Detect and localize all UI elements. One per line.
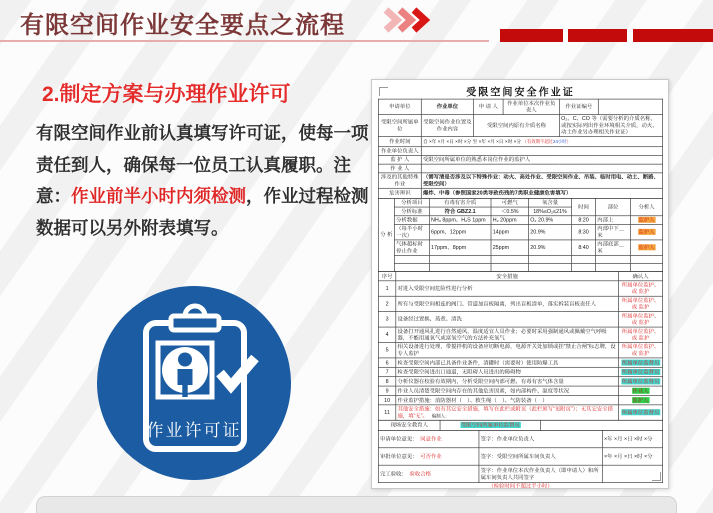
cell-std-label: 分析标准: [394, 207, 429, 216]
permit-form: [372, 80, 669, 490]
opinion-decision: 验收合格: [409, 470, 432, 477]
cell-guardian-value: 受限空间所属单位的熟悉本岗位作业的监护人: [421, 155, 662, 164]
measure-row: [378, 367, 662, 376]
cell-measure-no: 9: [378, 386, 395, 395]
cell-measure-confirm: [618, 312, 662, 327]
measure-row: [378, 386, 662, 395]
confirm-badge: 所属单位监督员: [621, 359, 660, 366]
table-row: [378, 173, 662, 188]
cell-toxic-value: [429, 255, 491, 263]
measure-text: 所有与受限空间相连的阀门、管道加盲板隔离，列出盲板清单，落实拆装盲板责任人: [397, 300, 596, 307]
opinion-label: 完工验收：: [380, 470, 405, 477]
cell-opinion-date: [602, 465, 662, 482]
cell-blank: [598, 99, 662, 114]
analysis-data-row: [378, 224, 662, 239]
application-table: [378, 99, 663, 199]
cell-measure-confirm: [618, 327, 662, 343]
opinion-row: [378, 431, 662, 448]
measure-row: [378, 405, 662, 421]
cell-opinion-sign: 签字：作业单位本次作业负责人（即申请人）和所属车间负责人共同签字: [479, 465, 602, 482]
accent-bar-segment: [568, 29, 627, 42]
cell-measure-text: [396, 377, 619, 386]
opinion-decision: 同意作业: [420, 435, 442, 442]
measure-text: 其他安全措施：如有其它安全措施，填写在此栏或附页（此栏须写“见附页”）；无其它安全措施，填“无”。: [397, 406, 613, 419]
confirm-badge: 所属单位监护、或 监护: [621, 343, 660, 357]
cell-measure-no: 4: [378, 327, 395, 343]
analyst-badge: 监护人: [638, 228, 655, 235]
cell-measure-confirm: [618, 281, 662, 296]
cell-medium-name: 受限空间内原有介质名称: [474, 115, 560, 137]
page-title: 有限空间作业安全要点之流程: [20, 12, 345, 39]
measure-row: [378, 377, 662, 386]
measures-rows: [378, 271, 662, 420]
table-row: [378, 137, 662, 147]
measure-row: [378, 327, 662, 343]
analysis-table: [378, 198, 663, 272]
cell-analyst-value: [630, 216, 662, 225]
cell-analyst-value: [630, 224, 662, 239]
measure-row: [378, 296, 662, 311]
measure-text: 作业人员清楚受限空间内存在的其他危害因素，如内部构件、温度等状况: [397, 387, 570, 394]
measure-row: [378, 358, 662, 367]
cell-measure-no: 2: [378, 296, 395, 311]
body-paragraph: [36, 118, 372, 244]
analysis-data-row: [378, 255, 662, 263]
analysis-data-row: [378, 216, 662, 225]
analyst-badge: 监护人: [638, 216, 655, 223]
cell-oxygen-value: 20.9%: [529, 240, 572, 255]
accent-bar-segment: [500, 29, 563, 42]
cell-measure-text: [396, 343, 619, 359]
col-oxygen: 氧含量: [529, 198, 572, 207]
cell-work-unit: 作业单位: [421, 99, 473, 114]
analysis-data-row: [378, 240, 662, 255]
header-underline: [0, 40, 489, 42]
table-row: [378, 147, 662, 156]
measure-suffix: 编制人：: [431, 414, 450, 419]
cell-std-oxygen: 18%≤O₂≤21%: [529, 207, 572, 216]
cell-analysis-label: [394, 255, 429, 263]
cell-position-value: 内部底部＿米: [596, 240, 631, 255]
cell-measure-text: [396, 281, 619, 296]
measure-text: 分析仪器在校验有效期内，分析受限空间内部可燃、有毒有害气体含量: [397, 378, 564, 385]
person-icon: [178, 353, 192, 367]
cell-analysis-label: （每半小时一次）: [394, 224, 429, 239]
education-badge: 受限空间所属单位监督员: [460, 422, 520, 429]
cell-std-flammable: ＜0.5%: [491, 207, 529, 216]
col-time: 时间: [571, 198, 595, 215]
cell-analysis-label: 气体超标时停止作业: [394, 240, 429, 255]
cell-measure-confirm: [618, 405, 662, 421]
col-toxic: 有毒有害介质: [429, 198, 491, 207]
analysis-rows: [378, 198, 662, 271]
badge-label: 作业许可证: [146, 421, 242, 440]
cell-position-value: 内部中下＿米: [596, 224, 631, 239]
cell-measure-text: [396, 296, 619, 311]
confirm-badge: 所属单位监护、或 监护: [621, 297, 660, 310]
cell-leader-label: 作业单位负责人: [378, 147, 421, 156]
cell-measure-confirm: [618, 343, 662, 359]
measures-header-row: [378, 271, 662, 280]
cell-oxygen-value: O₂ 20.9%: [529, 216, 572, 225]
cell-measure-confirm: [618, 367, 662, 376]
cell-applicant: 申 请 人: [474, 99, 504, 114]
confirm-badge: 监护人: [632, 396, 649, 404]
cell-measure-text: [396, 312, 619, 327]
confirm-badge: 所属单位监督员: [621, 378, 660, 385]
confirm-badge: 所属单位监督员: [621, 409, 660, 416]
measures-table: [378, 271, 663, 421]
time-note: （有效期不超过: [522, 139, 554, 145]
cell-flammable-value: 25ppm: [491, 240, 529, 255]
cell-oxygen-value: [529, 255, 572, 263]
table-row: [378, 115, 662, 137]
time-note-hours: 24小时: [553, 139, 567, 145]
form-title: 受限空间安全作业证: [466, 86, 575, 99]
opinion-label: 申请单位意见：: [380, 435, 415, 442]
measure-text: 相关设备进行处理，带搅拌机的设备应切断电源，电源开关处加锁或挂“禁止合闸”标志牌，设专人监护: [397, 343, 616, 357]
cell-apply-unit: 申请单位: [378, 99, 421, 114]
cell-measure-text: [396, 358, 619, 367]
cell-opinion-sign: 签字：受限空间所属车间负责人: [479, 448, 602, 465]
body-text: 有限空间作业前认真填写许可证，使每一项责任到人，确保每一位员工认真履职。: [36, 123, 369, 175]
confirm-badge: 所属单位监护、或 监护: [621, 312, 660, 326]
note-rest: ，作业过程检测数据可以另外附表填写。: [36, 186, 369, 238]
measure-row: [378, 281, 662, 296]
measure-text: 检查受限空间内部已具备作业条件，清罐时（需要时）使用防爆工具: [397, 359, 559, 366]
note-highlight: 作业前半小时内须检测: [71, 186, 246, 206]
col-no: 序号: [378, 271, 395, 280]
cell-measure-confirm: [618, 358, 662, 367]
opinion-rows: [378, 431, 662, 483]
next-slide-edge: [36, 496, 677, 513]
cell-hazard-value: 爆炸、中毒（参照国家20类导致伤残的7类职业健康危害填写）: [421, 188, 662, 198]
cell-position-value: [596, 255, 631, 263]
col-measure: 安全措施: [396, 271, 619, 280]
cell-measure-confirm: [618, 296, 662, 311]
opinion-label: 审批单位意见：: [380, 453, 415, 460]
cell-time-value: 8:30: [571, 224, 595, 239]
opinion-row: [378, 465, 662, 482]
confirm-badge: 所属单位监护、或 监护: [621, 281, 660, 295]
cell-analysis-label: 分析数据: [394, 216, 429, 225]
section-heading: 2.制定方案与办理作业许可: [42, 83, 291, 106]
cell-work-location: 受限空间作业位置及作业内容: [421, 115, 473, 137]
measure-row: [378, 312, 662, 327]
cell-time-value: 自 ×年 ×月 ×日 ×时 ×分 至 ×年 ×月 ×日 ×时 ×分 （有效期不超过24小时）: [421, 137, 662, 147]
col-position: 部位: [596, 198, 631, 215]
cell-measure-no: 11: [378, 405, 395, 421]
cell-std-toxic: 符合 GBZ2.1: [429, 207, 491, 216]
cell-measure-text: [396, 386, 619, 395]
work-permit-badge-icon: [94, 283, 294, 483]
cell-opinion-sign: 签字：作业单位负责人: [479, 431, 602, 448]
permit-form-document: [371, 79, 669, 489]
cell-opinion-label: [378, 465, 479, 482]
cell-analyst-value: [630, 240, 662, 255]
cell-analysis-side: 分 析: [378, 198, 394, 271]
cell-measure-text: [396, 405, 619, 421]
opinion-row: [378, 448, 662, 465]
cell-education-label: 现场安全教育人: [378, 421, 440, 431]
measure-text: 设备打开通风孔进行自然通风，温度适宜人员作业；必要时采用强制通风或佩戴空气呼吸器，不能用通氧气或富氧空气的方法补充氧气: [397, 328, 607, 341]
table-row: [378, 188, 662, 198]
cell-measure-text: [396, 396, 619, 405]
confirm-badge: 所属单位监督员: [621, 368, 660, 375]
table-row: [378, 155, 662, 164]
cell-work-leader: 作业单位本次作业负责人: [503, 99, 559, 114]
cell-oxygen-value: 20.9%: [529, 224, 572, 239]
cell-position-value: 内部上: [596, 216, 631, 225]
col-confirm: 确认人: [618, 271, 662, 280]
note-label: 注意：: [36, 154, 351, 206]
cell-worker-label: 作 业 人: [378, 164, 421, 173]
cell-measure-no: 10: [378, 396, 395, 405]
cell-special-label: 涉及的其他特殊作业: [378, 173, 421, 188]
cell-measure-no: 6: [378, 358, 395, 367]
cell-toxic-value: NH₃ 8ppm、H₂S 1ppm: [429, 216, 491, 225]
analysis-header-row: [378, 198, 662, 207]
cell-education-value: [440, 421, 541, 431]
cell-measure-text: [396, 367, 619, 376]
cell-owner-unit: 受限空间所属单位: [378, 115, 421, 137]
chevrons-icon: [383, 7, 433, 33]
cell-measure-text: [396, 327, 619, 343]
cell-toxic-value: 17ppm、8ppm: [429, 240, 491, 255]
cell-time-label: 作业时间: [378, 137, 421, 147]
accent-bar-segment: [633, 29, 713, 42]
cell-guardian-label: 监 护 人: [378, 155, 421, 164]
table-row: [378, 164, 662, 173]
cell-opinion-label: [378, 448, 479, 465]
measure-text: 设备经过置换、蒸煮、清洗: [397, 315, 462, 323]
cell-measure-no: 7: [378, 367, 395, 376]
cell-hazard-label: 危害辨识: [378, 188, 421, 198]
cell-measure-no: 3: [378, 312, 395, 327]
cell-measure-confirm: [618, 396, 662, 405]
cell-measure-no: 5: [378, 343, 395, 359]
col-analyst: 分析人: [630, 198, 662, 215]
cell-flammable-value: 14ppm: [491, 224, 529, 239]
cell-opinion-label: [378, 431, 479, 448]
col-flammable: 可燃气: [491, 198, 529, 207]
cell-medium-value: O₂、C、CO 等（需要分析的介质名称，或按实际列出作业环境相关介质，动火、动土作业另办理相关作业证）: [559, 115, 662, 137]
cell-flammable-value: [491, 255, 529, 263]
cell-opinion-date: ×年 ×月 ×日 ×时 ×分: [602, 448, 662, 465]
cell-measure-confirm: [618, 386, 662, 395]
cell-time-value: 8:40: [571, 240, 595, 255]
cell-analyst-value: [630, 255, 662, 263]
opinions-table: [378, 430, 663, 483]
cell-special-value: （需写清是否涉及以下特殊作业：动火、高处作业、受限空间作业、吊装、临时用电、动土、断路、受限空间）: [421, 173, 662, 188]
table-row: [378, 99, 662, 114]
cell-measure-no: 1: [378, 281, 395, 296]
measure-text: 对进入受限空间危险性进行分析: [397, 285, 473, 292]
form-footer-note: （检验时间不超过半小时）: [488, 483, 553, 490]
time-value: 自 ×年 ×月 ×日 ×时 ×分 至 ×年 ×月 ×日 ×时 ×分: [422, 139, 522, 145]
measure-text: 检查受限空间进出口通道，无阻碍人员进出的障碍物: [397, 368, 521, 375]
cell-leader-value: [421, 147, 662, 156]
measure-row: [378, 343, 662, 359]
measure-text: 作业监护措施：消防器材（ ）、救生绳（ ）、气防装备（ ）: [397, 396, 548, 403]
confirm-badge: 所属单位监护、或 监护: [621, 328, 660, 341]
cell-time-value: [571, 255, 595, 263]
opinion-decision: 可否作业: [420, 453, 442, 460]
table-row: [378, 421, 662, 431]
cell-worker-value: [421, 164, 662, 173]
cell-opinion-date: ×年 ×月 ×日 ×时 ×分: [602, 431, 662, 448]
analyst-badge: 监护人: [638, 244, 655, 251]
col-analysis-item: 分析项目: [394, 198, 429, 207]
cell-measure-no: 8: [378, 377, 395, 386]
measure-row: [378, 396, 662, 405]
cell-measure-confirm: [618, 377, 662, 386]
cell-permit-no: 作业证编号: [559, 99, 598, 114]
cell-time-value: 8:20: [571, 216, 595, 225]
cell-blank: [541, 421, 663, 431]
cell-flammable-value: H₂ 20ppm: [491, 216, 529, 225]
cell-toxic-value: 6ppm、12ppm: [429, 224, 491, 239]
confirm-badge: 作业人: [632, 387, 649, 394]
